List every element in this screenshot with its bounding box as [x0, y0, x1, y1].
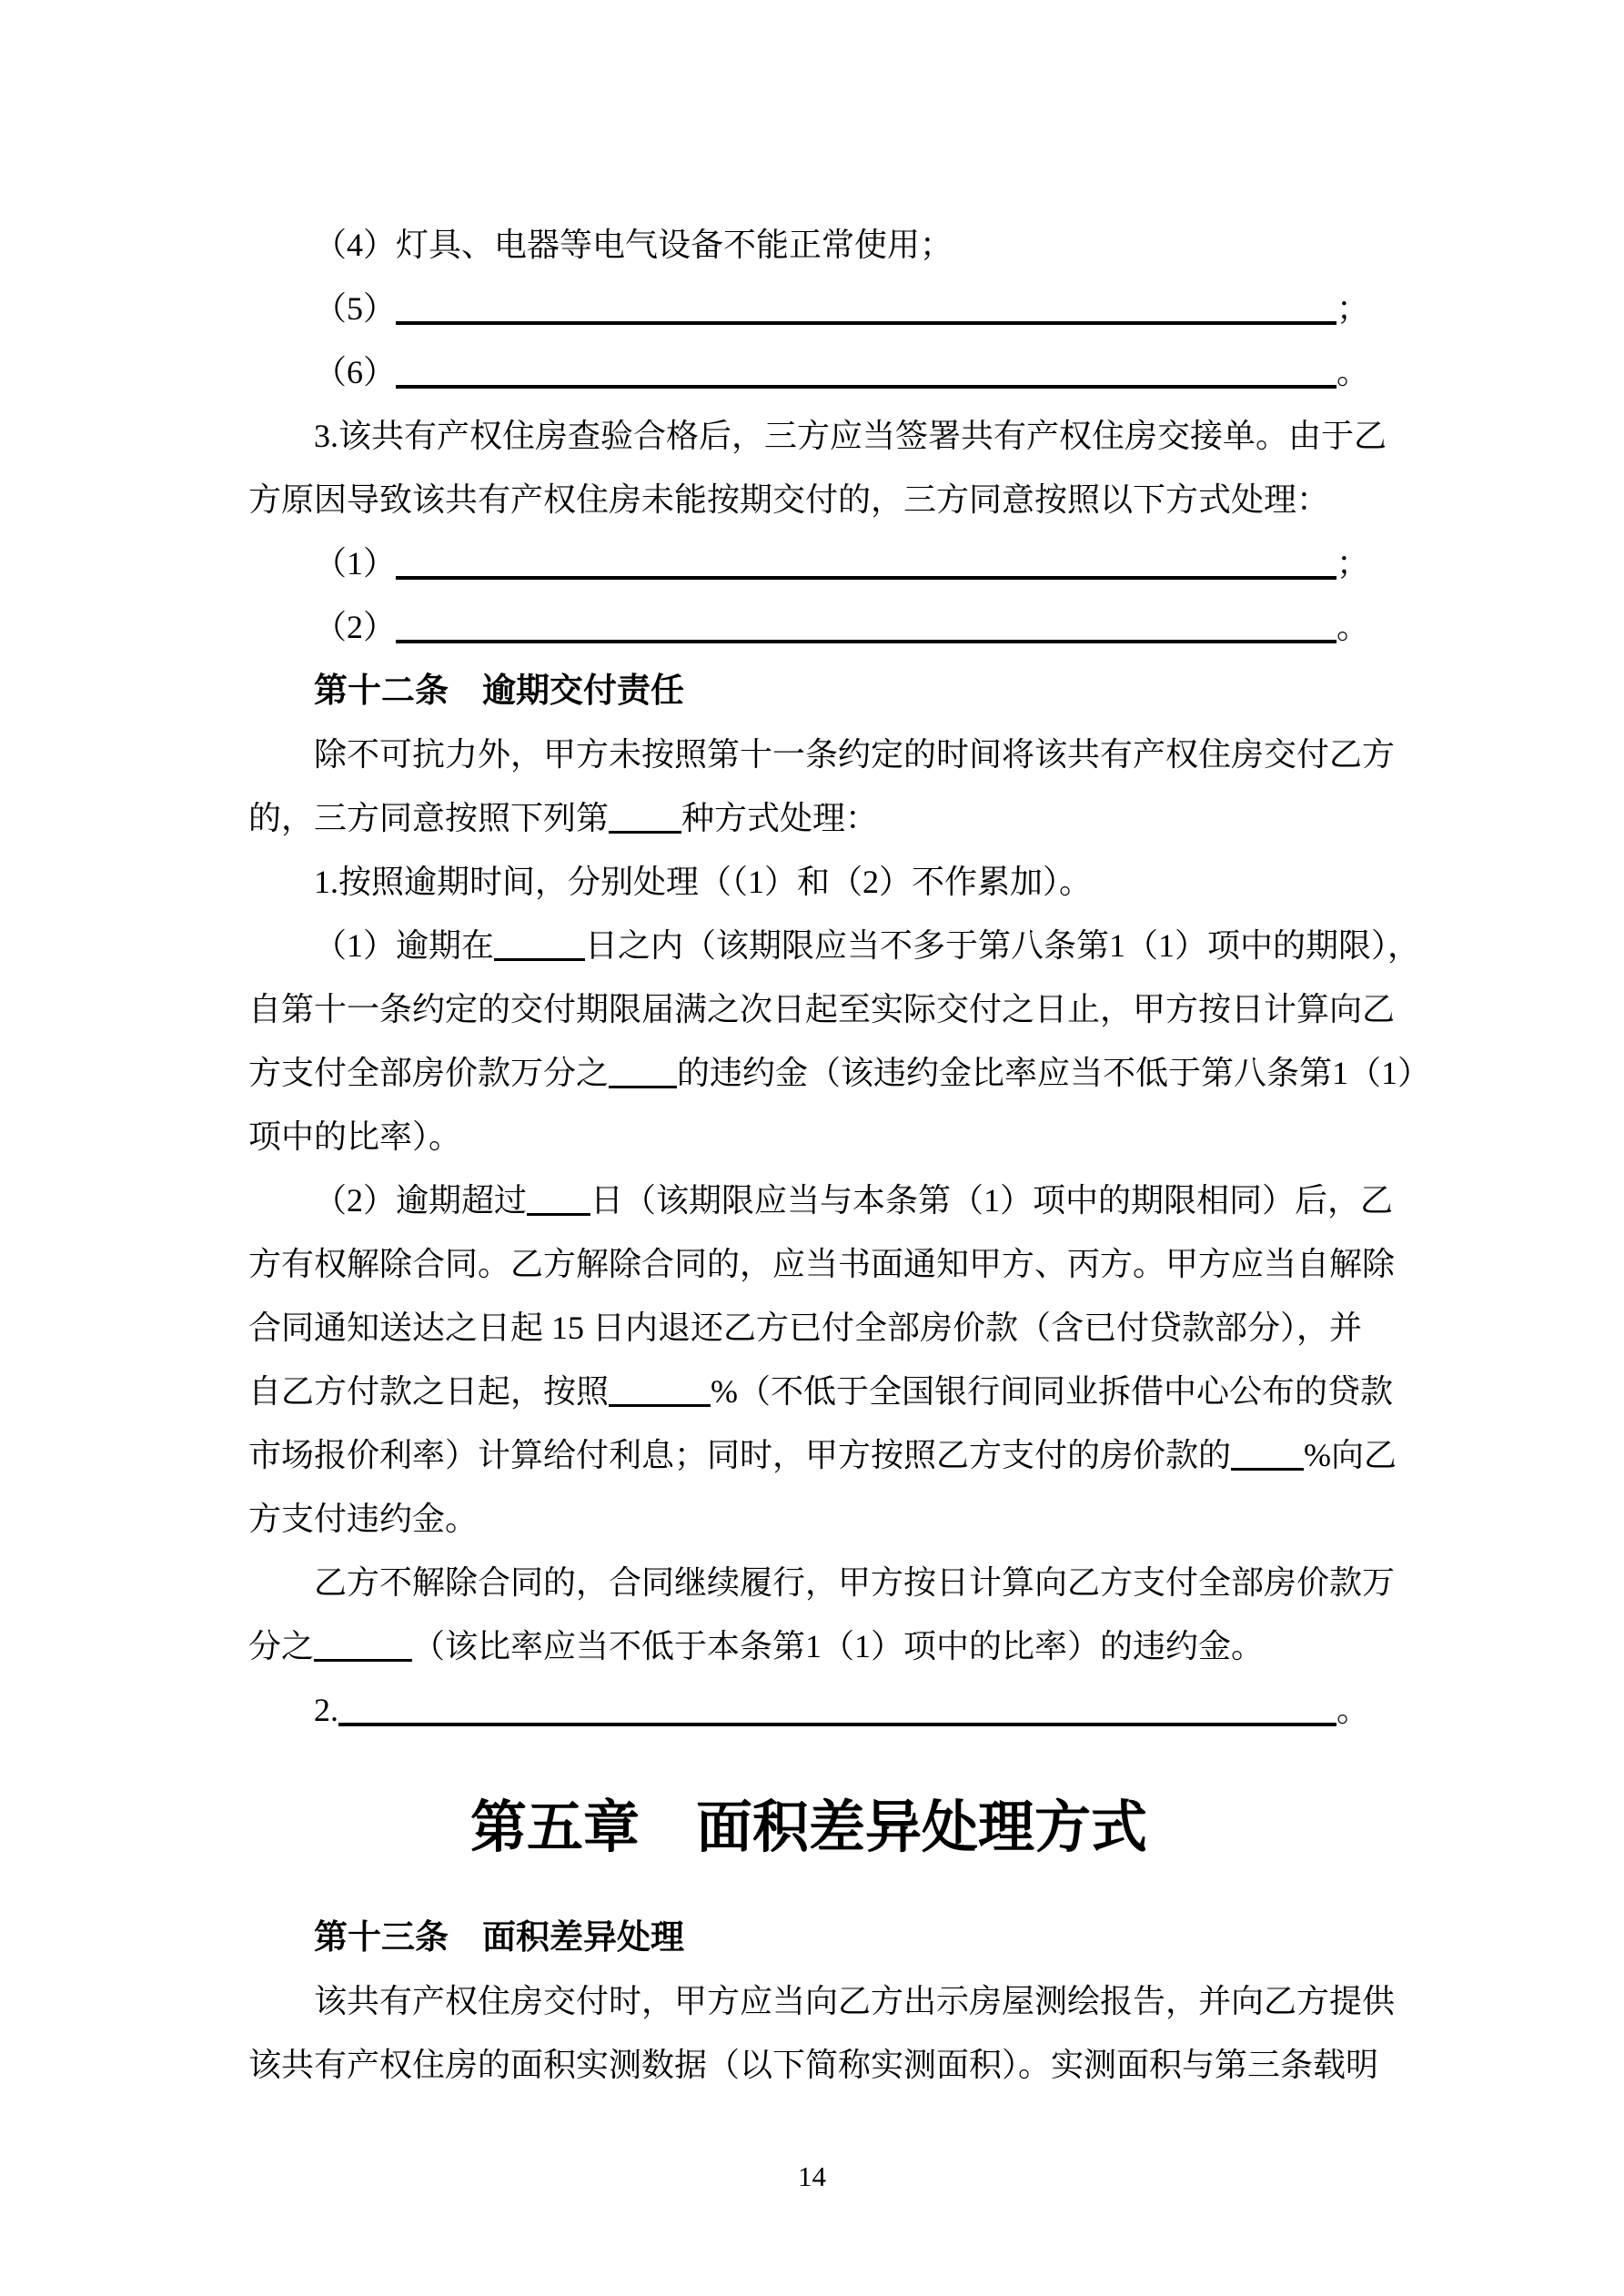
text-line: [248, 723, 1396, 786]
fill-in-blank: [1231, 1423, 1304, 1471]
text-run: 方有权解除合同。乙方解除合同的，应当书面通知甲方、丙方。甲方应当自解除: [248, 1246, 1396, 1282]
text-run: 的，三方同意按照下列第: [248, 800, 610, 836]
text-run: （4）灯具、电器等电气设备不能正常使用；: [314, 227, 953, 263]
text-run: （2）: [314, 609, 397, 645]
text-line: [248, 850, 1369, 914]
text-line: [248, 1105, 1369, 1168]
text-run: ；: [1336, 545, 1369, 582]
text-line: [248, 213, 1369, 277]
text-run: 3.该共有产权住房查验合格后，三方应当签署共有产权住房交接单。由于乙: [314, 418, 1387, 454]
text-run: 第十二条 逾期交付责任: [314, 672, 684, 709]
text-run: 第十三条 面积差异处理: [314, 1918, 684, 1956]
text-line: [248, 2033, 1379, 2097]
text-line: [248, 1041, 1431, 1105]
text-run: 种方式处理：: [681, 800, 879, 836]
text-run: 。: [1336, 354, 1369, 390]
text-line: [248, 977, 1396, 1041]
text-run: 市场报价利率）计算给付利息；同时，甲方按照乙方支付的房价款的: [248, 1437, 1232, 1473]
text-line: [248, 404, 1387, 468]
text-run: 自第十一条约定的交付期限届满之次日起至实际交付之日止，甲方按日计算向乙: [248, 991, 1396, 1027]
text-run: （1）逾期在: [314, 927, 495, 964]
text-run: （该比率应当不低于本条第1（1）项中的比率）的违约金。: [412, 1628, 1265, 1664]
text-run: 日之内（该期限应当不多于第八条第1（1）项中的期限），: [585, 927, 1421, 964]
text-run: 第五章 面积差异处理方式: [469, 1796, 1147, 1859]
fill-in-blank: [396, 340, 1337, 389]
text-line: [248, 1678, 1369, 1742]
text-run: 除不可抗力外，甲方未按照第十一条约定的时间将该共有产权住房交付乙方: [314, 736, 1396, 773]
text-run: %向乙: [1304, 1437, 1397, 1473]
text-run: ；: [1336, 290, 1369, 327]
fill-in-blank: [338, 1678, 1337, 1726]
text-line: [248, 1168, 1394, 1232]
text-line: [248, 1360, 1394, 1423]
text-run: 1.按照逾期时间，分别处理（（1）和（2）不作累加）。: [314, 864, 1093, 900]
text-run: %（不低于全国银行间同业拆借中心公布的贷款: [711, 1373, 1394, 1410]
text-line: [248, 1551, 1396, 1614]
text-line: [248, 914, 1421, 977]
text-line: [248, 1232, 1396, 1296]
text-line: [248, 1423, 1397, 1487]
text-run: 的违约金（该违约金比率应当不低于第八条第1（1）: [677, 1055, 1431, 1091]
text-run: 方支付违约金。: [248, 1501, 479, 1537]
text-run: （6）: [314, 354, 397, 390]
text-run: （1）: [314, 545, 397, 582]
text-line: [248, 1969, 1396, 2033]
text-line: [248, 277, 1369, 340]
text-line: [248, 1614, 1369, 1678]
text-line: [248, 595, 1369, 659]
text-run: 分之: [248, 1628, 315, 1664]
fill-in-blank: [396, 531, 1337, 580]
text-run: （5）: [314, 290, 397, 327]
text-line: [248, 786, 1369, 850]
text-run: （2）逾期超过: [314, 1182, 528, 1219]
text-run: 方原因导致该共有产权住房未能按期交付的，三方同意按照以下方式处理：: [248, 481, 1330, 518]
fill-in-blank: [609, 1041, 677, 1088]
fill-in-blank: [494, 914, 585, 961]
text-run: 项中的比率）。: [248, 1118, 462, 1155]
text-run: 乙方不解除合同的，合同继续履行，甲方按日计算向乙方支付全部房价款万: [314, 1564, 1396, 1601]
text-run: 自乙方付款之日起，按照: [248, 1373, 610, 1410]
text-run: 日（该期限应当与本条第（1）项中的期限相同）后，乙: [590, 1182, 1394, 1219]
fill-in-blank: [527, 1168, 590, 1216]
page-number: 14: [798, 2160, 826, 2192]
text-run: 该共有产权住房交付时，甲方应当向乙方出示房屋测绘报告，并向乙方提供: [314, 1983, 1396, 2019]
text-run: 。: [1336, 609, 1369, 645]
fill-in-blank: [609, 1360, 711, 1407]
text-run: 2.: [314, 1692, 338, 1728]
text-run: 该共有产权住房的面积实测数据（以下简称实测面积）。实测面积与第三条载明: [248, 2047, 1379, 2083]
fill-in-blank: [609, 786, 681, 834]
chapter-heading: [248, 1769, 1369, 1887]
section-heading: [248, 659, 1369, 723]
text-run: 方支付全部房价款万分之: [248, 1055, 610, 1091]
text-line: [248, 1487, 1369, 1551]
text-run: 。: [1336, 1692, 1369, 1728]
text-line: [248, 340, 1369, 404]
text-line: [248, 531, 1369, 595]
fill-in-blank: [396, 595, 1337, 643]
text-run: 合同通知送达之日起 15 日内退还乙方已付全部房价款（含已付贷款部分），并: [248, 1310, 1363, 1346]
text-lines: [248, 213, 1431, 2097]
text-line: [248, 468, 1369, 531]
section-heading: [248, 1906, 1369, 1969]
fill-in-blank: [314, 1614, 412, 1662]
text-line: [248, 1296, 1369, 1360]
fill-in-blank: [396, 277, 1337, 325]
